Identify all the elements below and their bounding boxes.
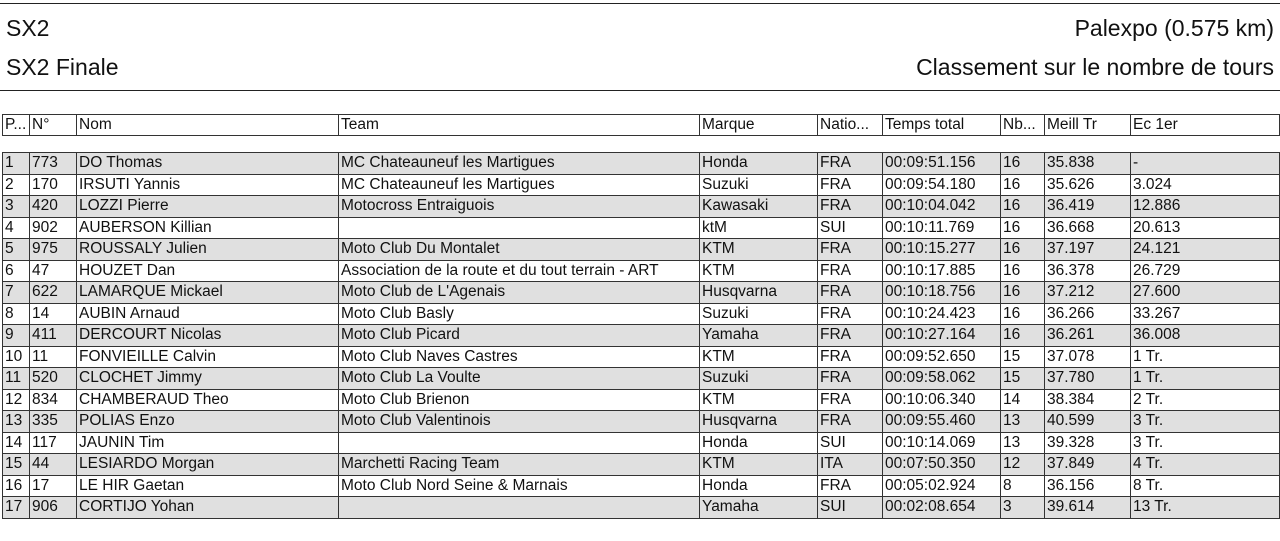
table-row (3, 217, 1280, 239)
table-row (3, 174, 1280, 196)
table-cell: 33.267 (1131, 303, 1280, 325)
table-cell: 16 (1001, 325, 1045, 347)
table-cell: FRA (818, 475, 883, 497)
table-cell: 5 (3, 239, 30, 261)
table-cell: 39.614 (1045, 497, 1131, 519)
table-cell: 00:07:50.350 (883, 454, 1001, 476)
table-cell: FRA (818, 411, 883, 433)
table-cell: 834 (30, 389, 77, 411)
table-cell: Moto Club Picard (339, 325, 700, 347)
top-rule (0, 3, 1280, 4)
table-cell: 420 (30, 196, 77, 218)
table-cell: 00:10:27.164 (883, 325, 1001, 347)
table-cell: 1 (3, 153, 30, 175)
table-row (3, 303, 1280, 325)
table-cell: 3 Tr. (1131, 411, 1280, 433)
table-cell: SUI (818, 217, 883, 239)
table-cell: 3 (3, 196, 30, 218)
table-cell: - (1131, 153, 1280, 175)
table-cell: 17 (30, 475, 77, 497)
table-cell: CORTIJO Yohan (77, 497, 339, 519)
table-cell: 00:09:52.650 (883, 346, 1001, 368)
col-header[interactable]: Team (339, 115, 700, 136)
table-cell: 13 (1001, 411, 1045, 433)
table-cell: 16 (1001, 217, 1045, 239)
table-cell: 00:09:51.156 (883, 153, 1001, 175)
table-cell: LE HIR Gaetan (77, 475, 339, 497)
table-cell: 36.419 (1045, 196, 1131, 218)
table-cell: FRA (818, 325, 883, 347)
table-cell: 2 Tr. (1131, 389, 1280, 411)
table-cell: 3 Tr. (1131, 432, 1280, 454)
table-row (3, 239, 1280, 261)
table-cell: FRA (818, 153, 883, 175)
table-cell: POLIAS Enzo (77, 411, 339, 433)
table-cell: 411 (30, 325, 77, 347)
table-cell: 00:05:02.924 (883, 475, 1001, 497)
table-cell: HOUZET Dan (77, 260, 339, 282)
table-row (3, 497, 1280, 519)
table-cell: 16 (1001, 239, 1045, 261)
table-row (3, 389, 1280, 411)
table-cell: Husqvarna (700, 411, 818, 433)
table-cell: Honda (700, 153, 818, 175)
table-cell: 8 Tr. (1131, 475, 1280, 497)
table-row (3, 432, 1280, 454)
table-cell: Marchetti Racing Team (339, 454, 700, 476)
table-cell: 37.849 (1045, 454, 1131, 476)
col-header[interactable]: Temps total (883, 115, 1001, 136)
table-cell: 00:09:54.180 (883, 174, 1001, 196)
table-cell: 13 (1001, 432, 1045, 454)
table-cell: 36.156 (1045, 475, 1131, 497)
results-table (2, 114, 1280, 519)
table-cell: 12.886 (1131, 196, 1280, 218)
table-cell: SUI (818, 497, 883, 519)
table-cell: FRA (818, 174, 883, 196)
table-cell: FRA (818, 346, 883, 368)
table-cell: 35.626 (1045, 174, 1131, 196)
table-cell: DERCOURT Nicolas (77, 325, 339, 347)
col-header[interactable]: Meill Tr (1045, 115, 1131, 136)
table-cell: 8 (1001, 475, 1045, 497)
table-cell: 15 (1001, 368, 1045, 390)
table-cell: 2 (3, 174, 30, 196)
table-cell: 00:10:18.756 (883, 282, 1001, 304)
table-cell: Yamaha (700, 325, 818, 347)
table-cell: 37.078 (1045, 346, 1131, 368)
table-row (3, 282, 1280, 304)
table-cell: 16 (1001, 174, 1045, 196)
table-cell: FRA (818, 368, 883, 390)
table-cell: 7 (3, 282, 30, 304)
table-cell: 20.613 (1131, 217, 1280, 239)
table-cell: 39.328 (1045, 432, 1131, 454)
table-cell: 3 (1001, 497, 1045, 519)
table-cell: KTM (700, 389, 818, 411)
table-cell: 9 (3, 325, 30, 347)
table-cell: 12 (3, 389, 30, 411)
table-cell: 975 (30, 239, 77, 261)
col-header[interactable]: P... (3, 115, 30, 136)
table-cell: 15 (1001, 346, 1045, 368)
table-cell: Moto Club Basly (339, 303, 700, 325)
table-cell: 36.261 (1045, 325, 1131, 347)
table-cell: 622 (30, 282, 77, 304)
table-cell: 37.197 (1045, 239, 1131, 261)
table-cell: 335 (30, 411, 77, 433)
table-cell: 16 (3, 475, 30, 497)
table-cell: MC Chateauneuf les Martigues (339, 174, 700, 196)
table-cell: 00:10:11.769 (883, 217, 1001, 239)
venue-label: Palexpo (0.575 km) (1074, 15, 1274, 41)
table-cell: 4 (3, 217, 30, 239)
table-cell: 11 (30, 346, 77, 368)
table-row (3, 475, 1280, 497)
table-cell (339, 432, 700, 454)
col-header[interactable]: Nb... (1001, 115, 1045, 136)
table-cell: ITA (818, 454, 883, 476)
table-cell: 17 (3, 497, 30, 519)
table-cell: Moto Club Du Montalet (339, 239, 700, 261)
table-cell: Moto Club Valentinois (339, 411, 700, 433)
table-cell: LOZZI Pierre (77, 196, 339, 218)
table-cell: 15 (3, 454, 30, 476)
table-cell: 1 Tr. (1131, 368, 1280, 390)
table-cell: Moto Club La Voulte (339, 368, 700, 390)
table-row (3, 454, 1280, 476)
table-cell: 00:10:04.042 (883, 196, 1001, 218)
category-title: SX2 (6, 15, 50, 41)
table-cell: 117 (30, 432, 77, 454)
table-cell: KTM (700, 346, 818, 368)
table-cell: Moto Club de L'Agenais (339, 282, 700, 304)
table-cell: Suzuki (700, 303, 818, 325)
table-cell: Husqvarna (700, 282, 818, 304)
table-cell: FRA (818, 389, 883, 411)
table-cell (339, 217, 700, 239)
table-cell: 36.378 (1045, 260, 1131, 282)
table-cell: Suzuki (700, 368, 818, 390)
table-cell: DO Thomas (77, 153, 339, 175)
table-row (3, 346, 1280, 368)
table-cell: 12 (1001, 454, 1045, 476)
table-cell: JAUNIN Tim (77, 432, 339, 454)
spacer-row (3, 136, 1280, 153)
table-cell: 40.599 (1045, 411, 1131, 433)
table-cell: LAMARQUE Mickael (77, 282, 339, 304)
table-cell: Moto Club Nord Seine & Marnais (339, 475, 700, 497)
table-cell: MC Chateauneuf les Martigues (339, 153, 700, 175)
table-cell: 16 (1001, 282, 1045, 304)
table-cell: 36.008 (1131, 325, 1280, 347)
table-cell: 16 (1001, 196, 1045, 218)
table-cell: 773 (30, 153, 77, 175)
table-cell: 13 (3, 411, 30, 433)
ranking-label: Classement sur le nombre de tours (916, 54, 1274, 80)
session-title: SX2 Finale (6, 54, 119, 80)
table-cell: FRA (818, 282, 883, 304)
table-cell: LESIARDO Morgan (77, 454, 339, 476)
table-cell: 27.600 (1131, 282, 1280, 304)
table-cell: FRA (818, 260, 883, 282)
table-cell: 00:10:17.885 (883, 260, 1001, 282)
table-cell: 00:10:06.340 (883, 389, 1001, 411)
table-cell: Honda (700, 432, 818, 454)
table-cell: 37.780 (1045, 368, 1131, 390)
table-cell: Yamaha (700, 497, 818, 519)
table-cell: 4 Tr. (1131, 454, 1280, 476)
table-cell: 3.024 (1131, 174, 1280, 196)
table-cell: FONVIEILLE Calvin (77, 346, 339, 368)
table-cell: 14 (30, 303, 77, 325)
table-row (3, 325, 1280, 347)
table-cell: 1 Tr. (1131, 346, 1280, 368)
table-cell: 14 (1001, 389, 1045, 411)
table-cell: 11 (3, 368, 30, 390)
table-cell: 24.121 (1131, 239, 1280, 261)
header-rule (0, 90, 1280, 91)
table-cell: SUI (818, 432, 883, 454)
table-cell: ktM (700, 217, 818, 239)
table-cell: Motocross Entraiguois (339, 196, 700, 218)
table-row (3, 153, 1280, 175)
table-row (3, 411, 1280, 433)
table-cell: KTM (700, 239, 818, 261)
table-cell: 38.384 (1045, 389, 1131, 411)
table-cell: 6 (3, 260, 30, 282)
table-cell: 26.729 (1131, 260, 1280, 282)
table-cell: 36.668 (1045, 217, 1131, 239)
table-cell: 00:09:55.460 (883, 411, 1001, 433)
table-cell: Kawasaki (700, 196, 818, 218)
col-header[interactable]: Ec 1er (1131, 115, 1280, 136)
table-cell: KTM (700, 454, 818, 476)
table-cell: ROUSSALY Julien (77, 239, 339, 261)
table-cell: AUBIN Arnaud (77, 303, 339, 325)
table-cell: FRA (818, 239, 883, 261)
table-cell: FRA (818, 303, 883, 325)
table-cell: IRSUTI Yannis (77, 174, 339, 196)
table-cell: 00:10:24.423 (883, 303, 1001, 325)
table-cell: 47 (30, 260, 77, 282)
table-cell (339, 497, 700, 519)
table-cell: Moto Club Naves Castres (339, 346, 700, 368)
col-header[interactable]: Marque (700, 115, 818, 136)
table-cell: 00:02:08.654 (883, 497, 1001, 519)
table-row (3, 368, 1280, 390)
table-cell: 16 (1001, 260, 1045, 282)
table-cell: 10 (3, 346, 30, 368)
col-header[interactable]: Nom (77, 115, 339, 136)
table-cell: 44 (30, 454, 77, 476)
table-cell: CLOCHET Jimmy (77, 368, 339, 390)
table-cell: CHAMBERAUD Theo (77, 389, 339, 411)
table-cell: KTM (700, 260, 818, 282)
table-cell: 37.212 (1045, 282, 1131, 304)
table-cell: Association de la route et du tout terrain - ART (339, 260, 700, 282)
table-row (3, 260, 1280, 282)
table-cell: Suzuki (700, 174, 818, 196)
table-row (3, 196, 1280, 218)
table-header-row (3, 115, 1280, 136)
table-cell: 00:09:58.062 (883, 368, 1001, 390)
table-cell: 13 Tr. (1131, 497, 1280, 519)
table-cell: 902 (30, 217, 77, 239)
table-cell: 00:10:14.069 (883, 432, 1001, 454)
table-cell: Moto Club Brienon (339, 389, 700, 411)
table-cell: 16 (1001, 153, 1045, 175)
table-cell: 520 (30, 368, 77, 390)
table-cell: Honda (700, 475, 818, 497)
table-cell: 16 (1001, 303, 1045, 325)
col-header[interactable]: N° (30, 115, 77, 136)
table-cell: AUBERSON Killian (77, 217, 339, 239)
table-cell: FRA (818, 196, 883, 218)
table-cell: 36.266 (1045, 303, 1131, 325)
col-header[interactable]: Natio... (818, 115, 883, 136)
table-cell: 8 (3, 303, 30, 325)
table-cell: 906 (30, 497, 77, 519)
table-cell: 14 (3, 432, 30, 454)
table-cell: 00:10:15.277 (883, 239, 1001, 261)
table-cell: 35.838 (1045, 153, 1131, 175)
table-cell: 170 (30, 174, 77, 196)
